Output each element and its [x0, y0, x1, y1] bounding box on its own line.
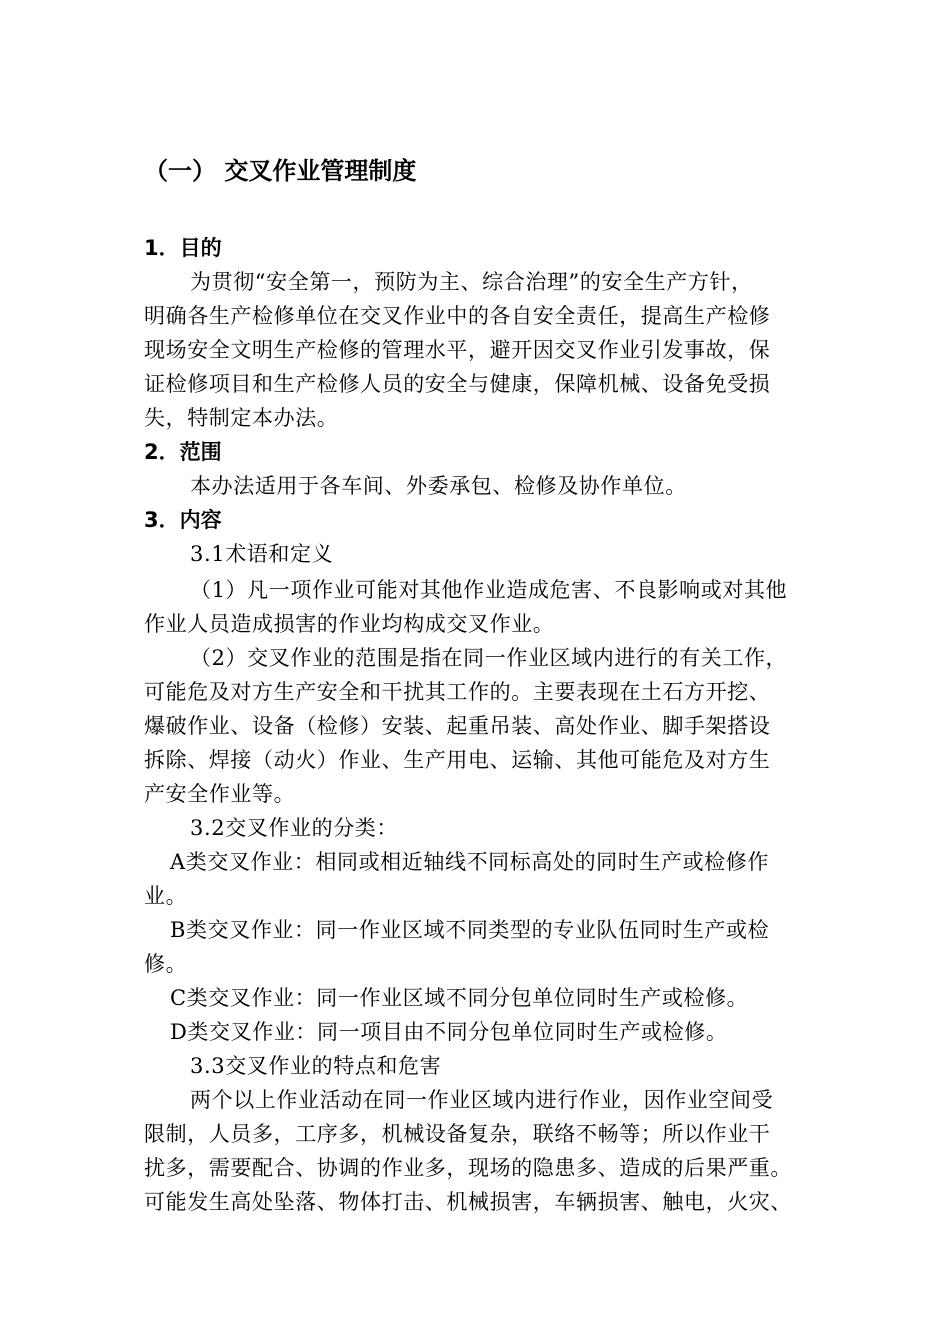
paragraph-line: 修。 — [144, 952, 188, 976]
paragraph-line: 限制，人员多，工序多，机械设备复杂，联络不畅等；所以作业干 — [144, 1122, 771, 1146]
paragraph-line: 可能发生高处坠落、物体打击、机械损害，车辆损害、触电，火灾、 — [144, 1190, 792, 1214]
paragraph-line: A类交叉作业：相同或相近轴线不同标高处的同时生产或检修作 — [170, 850, 769, 874]
paragraph-line: 扰多，需要配合、协调的作业多，现场的隐患多、造成的后果严重。 — [144, 1156, 792, 1180]
paragraph-line: 作业人员造成损害的作业均构成交叉作业。 — [144, 612, 555, 636]
paragraph-line: 明确各生产检修单位在交叉作业中的各自安全责任，提高生产检修 — [144, 304, 771, 328]
paragraph-line: 产安全作业等。 — [144, 782, 296, 806]
subsection-title: 3.3交叉作业的特点和危害 — [190, 1054, 442, 1078]
paragraph-line: C类交叉作业：同一作业区域不同分包单位同时生产或检修。 — [170, 986, 749, 1010]
paragraph-line: 拆除、焊接（动火）作业、生产用电、运输、其他可能危及对方生 — [144, 748, 771, 772]
paragraph-line: 两个以上作业活动在同一作业区域内进行作业，因作业空间受 — [190, 1088, 774, 1112]
paragraph-line: （2）交叉作业的范围是指在同一作业区域内进行的有关工作， — [190, 646, 788, 670]
paragraph-line: 爆破作业、设备（检修）安装、起重吊装、高处作业、脚手架搭设 — [144, 714, 771, 738]
subsection-title: 3.2交叉作业的分类： — [190, 816, 398, 840]
paragraph-line: D类交叉作业：同一项目由不同分包单位同时生产或检修。 — [170, 1020, 728, 1044]
paragraph-line: 现场安全文明生产检修的管理水平，避开因交叉作业引发事故，保 — [144, 338, 771, 362]
paragraph-line: 可能危及对方生产安全和干扰其工作的。主要表现在土石方开挖、 — [144, 680, 771, 704]
paragraph-line: 失，特制定本办法。 — [144, 406, 339, 430]
section-heading-content: 3．内容 — [144, 508, 222, 532]
paragraph-line: 为贯彻“安全第一，预防为主、综合治理”的安全生产方针， — [190, 270, 753, 294]
paragraph-line: 业。 — [144, 884, 188, 908]
paragraph-line: B类交叉作业：同一作业区域不同类型的专业队伍同时生产或检 — [170, 918, 770, 942]
paragraph-line: 本办法适用于各车间、外委承包、检修及协作单位。 — [190, 474, 687, 498]
paragraph-line: 证检修项目和生产检修人员的安全与健康，保障机械、设备免受损 — [144, 372, 771, 396]
section-heading-scope: 2．范围 — [144, 440, 222, 464]
document-title: （一） 交叉作业管理制度 — [144, 157, 417, 185]
section-heading-purpose: 1．目的 — [144, 236, 222, 260]
subsection-title: 3.1术语和定义 — [190, 542, 334, 566]
paragraph-line: （1）凡一项作业可能对其他作业造成危害、不良影响或对其他 — [190, 578, 788, 602]
